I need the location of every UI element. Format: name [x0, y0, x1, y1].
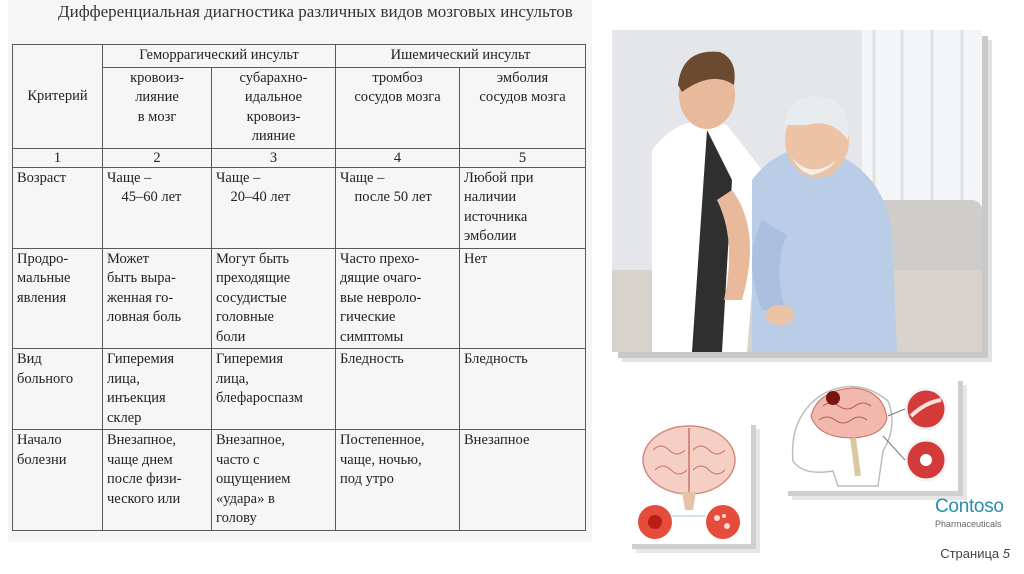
diagnosis-table [12, 44, 586, 531]
subheader-cell: эмболия сосудов мозга [460, 67, 586, 148]
table-row [13, 167, 586, 248]
table-cell: Бледность [336, 349, 460, 430]
column-number: 3 [212, 148, 336, 167]
table-cell: Гиперемия лица, блефароспазм [212, 349, 336, 430]
table-cell: Внезапное, чаще днем после физи- ческого или [103, 430, 212, 531]
table-cell: Внезапное, часто с ощущением «удара» в голову [212, 430, 336, 531]
table-cell: Постепенное, чаще, ночью, под утро [336, 430, 460, 531]
table-cell: Продро- мальные явления [13, 248, 103, 349]
table-cell: Чаще – 20–40 лет [212, 167, 336, 248]
table-cell: Бледность [460, 349, 586, 430]
page-label: Страница [940, 546, 1000, 561]
page-title: Дифференциальная диагностика различных видов мозговых инсультов [58, 2, 573, 21]
table-cell: Начало болезни [13, 430, 103, 531]
table-cell: Возраст [13, 167, 103, 248]
column-number-row [13, 148, 586, 167]
subheader-cell: кровоиз- лияние в мозг [103, 67, 212, 148]
brain-frontal-illustration [627, 420, 751, 544]
subheader-cell: тромбоз сосудов мозга [336, 67, 460, 148]
column-number: 2 [103, 148, 212, 167]
table-row [13, 349, 586, 430]
table-cell: Чаще – 45–60 лет [103, 167, 212, 248]
table-cell: Нет [460, 248, 586, 349]
table-cell: Внезапное [460, 430, 586, 531]
table-cell: Вид больного [13, 349, 103, 430]
table-row [13, 248, 586, 349]
page-indicator [940, 546, 1010, 561]
table-cell: Любой при наличии источника эмболии [460, 167, 586, 248]
column-number: 5 [460, 148, 586, 167]
patient-photo [612, 30, 982, 352]
brand-name: Contoso [935, 496, 1004, 517]
table-cell: Могут быть преходящие сосудистые головные боли [212, 248, 336, 349]
column-number: 1 [13, 148, 103, 167]
group-header-hemorrhagic: Геморрагический инсульт [103, 45, 336, 68]
criterion-header: Критерий [13, 45, 103, 149]
table-cell: Может быть выра- женная го- ловная боль [103, 248, 212, 349]
column-number: 4 [336, 148, 460, 167]
page-number: 5 [1002, 546, 1010, 561]
table-cell: Гиперемия лица, инъекция склер [103, 349, 212, 430]
table-row [13, 430, 586, 531]
brand-subtitle: Pharmaceuticals [935, 519, 1002, 529]
table-cell: Чаще – после 50 лет [336, 167, 460, 248]
group-header-ischemic: Ишемический инсульт [336, 45, 586, 68]
table-cell: Часто прехо- дящие очаго- вые невроло- гические симптомы [336, 248, 460, 349]
subheader-cell: субарахно- идальное кровоиз- лияние [212, 67, 336, 148]
brand-logo [935, 496, 1004, 529]
brain-profile-illustration [783, 376, 958, 491]
